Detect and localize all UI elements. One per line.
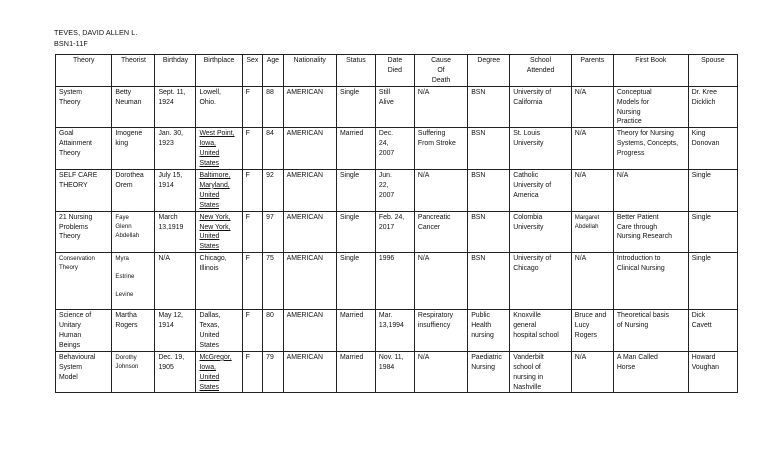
cell-spouse: Howard Voughan [688,351,737,393]
column-header-status: Status [336,55,375,87]
cell-status: Married [336,310,375,352]
cell-sex: F [242,86,263,128]
cell-birthday: July 15, 1914 [155,169,196,211]
cell-status: Single [336,169,375,211]
column-header-first-book: First Book [613,55,688,87]
column-header-nationality: Nationality [283,55,336,87]
cell-parents: N/A [571,86,613,128]
cell-age: 80 [263,310,284,352]
cell-school-attended: Vanderbilt school of nursing in Nashville [510,351,572,393]
cell-status: Married [336,351,375,393]
cell-theorist: Faye Glenn Abdellah [112,211,155,253]
cell-birthplace: New York, New York, United States [196,211,242,253]
cell-theorist: Dorothea Orem [112,169,155,211]
cell-parents: N/A [571,253,613,310]
cell-nationality: AMERICAN [283,310,336,352]
cell-parents: Margaret Abdellah [571,211,613,253]
cell-age: 92 [263,169,284,211]
cell-birthday: Jan. 30, 1923 [155,128,196,170]
cell-nationality: AMERICAN [283,211,336,253]
cell-theory: System Theory [56,86,112,128]
table-row [56,86,738,128]
cell-spouse: King Donovan [688,128,737,170]
column-header-age: Age [263,55,284,87]
student-section: BSN1-11F [54,39,88,48]
cell-first-book: A Man Called Horse [613,351,688,393]
cell-nationality: AMERICAN [283,351,336,393]
cell-cause-of-death: Suffering From Stroke [414,128,467,170]
cell-birthplace: Lowell, Ohio. [196,86,242,128]
column-header-birthday: Birthday [155,55,196,87]
nursing-theorists-table [55,54,738,393]
cell-degree: Paediatric Nursing [468,351,510,393]
cell-age: 79 [263,351,284,393]
cell-sex: F [242,211,263,253]
cell-first-book: Conceptual Models for Nursing Practice [613,86,688,128]
cell-status: Single [336,253,375,310]
cell-birthday: March 13,1919 [155,211,196,253]
cell-birthday: N/A [155,253,196,310]
cell-age: 88 [263,86,284,128]
table-row [56,351,738,393]
cell-degree: BSN [468,211,510,253]
cell-parents: N/A [571,169,613,211]
column-header-date-died: Date Died [375,55,414,87]
column-header-school-attended: School Attended [510,55,572,87]
cell-date-died: 1996 [375,253,414,310]
cell-status: Single [336,211,375,253]
cell-age: 75 [263,253,284,310]
cell-degree: Public Health nursing [468,310,510,352]
cell-birthplace: Baltimore, Maryland, United States [196,169,242,211]
cell-spouse: Single [688,169,737,211]
cell-nationality: AMERICAN [283,86,336,128]
cell-sex: F [242,128,263,170]
cell-theory: Goal Attainment Theory [56,128,112,170]
cell-degree: BSN [468,86,510,128]
table-row [56,211,738,253]
cell-date-died: Dec. 24, 2007 [375,128,414,170]
cell-parents: N/A [571,128,613,170]
cell-school-attended: Catholic University of America [510,169,572,211]
cell-status: Married [336,128,375,170]
cell-birthday: May 12, 1914 [155,310,196,352]
cell-degree: BSN [468,253,510,310]
cell-theory: 21 Nursing Problems Theory [56,211,112,253]
cell-theory: Science of Unitary Human Beings [56,310,112,352]
cell-date-died: Nov. 11, 1984 [375,351,414,393]
cell-nationality: AMERICAN [283,253,336,310]
cell-sex: F [242,351,263,393]
cell-status: Single [336,86,375,128]
cell-birthplace: Chicago, Illinois [196,253,242,310]
cell-birthplace: West Point, Iowa, United States [196,128,242,170]
cell-sex: F [242,253,263,310]
document-header [54,27,137,49]
cell-spouse: Dick Cavett [688,310,737,352]
cell-school-attended: Knoxville general hospital school [510,310,572,352]
cell-parents: Bruce and Lucy Rogers [571,310,613,352]
column-header-spouse: Spouse [688,55,737,87]
cell-age: 84 [263,128,284,170]
column-header-birthplace: Birthplace [196,55,242,87]
cell-date-died: Still Alive [375,86,414,128]
table-row [56,128,738,170]
cell-nationality: AMERICAN [283,169,336,211]
cell-cause-of-death: Pancreatic Cancer [414,211,467,253]
column-header-cause-of-death: Cause Of Death [414,55,467,87]
cell-theorist: Betty Neuman [112,86,155,128]
cell-sex: F [242,169,263,211]
table-header-row [56,55,738,87]
cell-birthplace: McGregor, Iowa, United States [196,351,242,393]
column-header-theory: Theory [56,55,112,87]
cell-theorist: Martha Rogers [112,310,155,352]
cell-cause-of-death: Respiratory insuffiency [414,310,467,352]
cell-degree: BSN [468,128,510,170]
cell-theory: SELF CARE THEORY [56,169,112,211]
cell-birthday: Dec. 19, 1905 [155,351,196,393]
cell-first-book: Introduction to Clinical Nursing [613,253,688,310]
cell-first-book: Theoretical basis of Nursing [613,310,688,352]
cell-age: 97 [263,211,284,253]
cell-school-attended: Colombia University [510,211,572,253]
cell-date-died: Jun. 22, 2007 [375,169,414,211]
cell-theory: Behavioural System Model [56,351,112,393]
cell-cause-of-death: N/A [414,86,467,128]
cell-degree: BSN [468,169,510,211]
cell-first-book: Better Patient Care through Nursing Research [613,211,688,253]
table-row [56,253,738,310]
cell-cause-of-death: N/A [414,351,467,393]
cell-date-died: Feb. 24, 2017 [375,211,414,253]
student-name: TEVES, DAVID ALLEN L. [54,28,138,37]
cell-birthday: Sept. 11, 1924 [155,86,196,128]
cell-spouse: Single [688,211,737,253]
cell-spouse: Dr. Kree Dicklich [688,86,737,128]
cell-first-book: N/A [613,169,688,211]
cell-birthplace: Dallas, Texas, United States [196,310,242,352]
column-header-degree: Degree [468,55,510,87]
cell-nationality: AMERICAN [283,128,336,170]
cell-first-book: Theory for Nursing Systems, Concepts, Progress [613,128,688,170]
cell-school-attended: University of Chicago [510,253,572,310]
table-row [56,310,738,352]
cell-theory: Conservation Theory [56,253,112,310]
cell-school-attended: St. Louis University [510,128,572,170]
cell-date-died: Mar. 13,1994 [375,310,414,352]
cell-parents: N/A [571,351,613,393]
cell-theorist: Dorothy Johnson [112,351,155,393]
cell-spouse: Single [688,253,737,310]
cell-sex: F [242,310,263,352]
table-row [56,169,738,211]
column-header-parents: Parents [571,55,613,87]
column-header-theorist: Theorist [112,55,155,87]
cell-cause-of-death: N/A [414,253,467,310]
cell-cause-of-death: N/A [414,169,467,211]
cell-school-attended: University of California [510,86,572,128]
cell-theorist: Imogene king [112,128,155,170]
cell-theorist: Myra Estrine Levine [112,253,155,310]
column-header-sex: Sex [242,55,263,87]
